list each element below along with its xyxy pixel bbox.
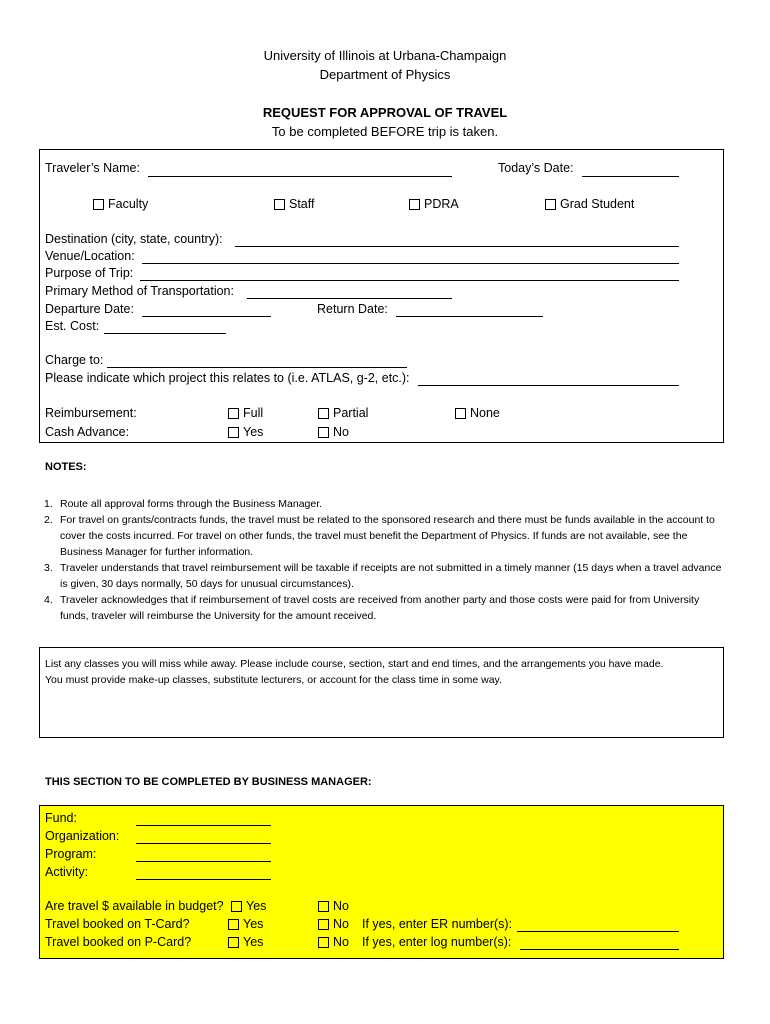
program-field[interactable] xyxy=(136,861,271,862)
grad-student-checkbox[interactable] xyxy=(545,199,556,210)
reimbursement-partial-label: Partial xyxy=(333,406,369,420)
faculty-checkbox[interactable] xyxy=(93,199,104,210)
note-number: 1. xyxy=(44,498,53,510)
program-label: Program: xyxy=(45,847,97,861)
activity-field[interactable] xyxy=(136,879,271,880)
note-item xyxy=(44,560,724,592)
return-date-label: Return Date: xyxy=(317,302,388,316)
tcard-yes-label: Yes xyxy=(243,917,264,931)
pcard-label: Travel booked on P-Card? xyxy=(45,935,192,949)
er-number-field[interactable] xyxy=(517,931,679,932)
purpose-field[interactable] xyxy=(140,280,679,281)
budget-yes-label: Yes xyxy=(246,899,267,913)
destination-field[interactable] xyxy=(235,246,679,247)
missed-classes-instruction-2: You must provide make-up classes, substitute lecturers, or account for the class time in some way. xyxy=(45,674,502,686)
note-item xyxy=(44,512,724,560)
note-text: Route all approval forms through the Business Manager. xyxy=(60,498,323,510)
est-cost-field[interactable] xyxy=(104,333,226,334)
reimbursement-partial-checkbox[interactable] xyxy=(318,408,329,419)
budget-label: Are travel $ available in budget? xyxy=(45,899,224,913)
note-item xyxy=(44,496,724,512)
activity-label: Activity: xyxy=(45,865,89,879)
fund-label: Fund: xyxy=(45,811,77,825)
university-name: University of Illinois at Urbana-Champaign xyxy=(263,48,507,63)
fund-field[interactable] xyxy=(136,825,271,826)
note-item xyxy=(44,592,724,624)
charge-to-label: Charge to: xyxy=(45,353,104,367)
budget-no-label: No xyxy=(333,899,349,913)
grad-student-label: Grad Student xyxy=(560,197,635,211)
pcard-yes-label: Yes xyxy=(243,935,264,949)
destination-label: Destination (city, state, country): xyxy=(45,232,223,246)
departure-date-field[interactable] xyxy=(142,316,271,317)
er-number-label: If yes, enter ER number(s): xyxy=(362,917,513,931)
log-number-label: If yes, enter log number(s): xyxy=(362,935,512,949)
pdra-checkbox[interactable] xyxy=(409,199,420,210)
cash-advance-no-checkbox[interactable] xyxy=(318,427,329,438)
form-title: REQUEST FOR APPROVAL OF TRAVEL xyxy=(262,105,508,120)
note-number: 4. xyxy=(44,594,53,606)
form-subtitle: To be completed BEFORE trip is taken. xyxy=(271,124,499,139)
pcard-no-label: No xyxy=(333,935,349,949)
organization-label: Organization: xyxy=(45,829,120,843)
note-number: 3. xyxy=(44,562,53,574)
project-field[interactable] xyxy=(418,385,679,386)
est-cost-label: Est. Cost: xyxy=(45,319,100,333)
pcard-yes-checkbox[interactable] xyxy=(228,937,239,948)
reimbursement-full-label: Full xyxy=(243,406,264,420)
tcard-no-label: No xyxy=(333,917,349,931)
notes-title: NOTES: xyxy=(45,461,87,473)
staff-label: Staff xyxy=(289,197,315,211)
return-date-field[interactable] xyxy=(396,316,543,317)
venue-label: Venue/Location: xyxy=(45,249,135,263)
tcard-yes-checkbox[interactable] xyxy=(228,919,239,930)
note-text: Traveler acknowledges that if reimbursement of travel costs are received from another party and those costs were paid for from University funds, traveler will reimburse the University for the amount received. xyxy=(60,594,700,622)
charge-to-field[interactable] xyxy=(107,367,407,368)
faculty-label: Faculty xyxy=(108,197,149,211)
cash-advance-yes-checkbox[interactable] xyxy=(228,427,239,438)
reimbursement-label: Reimbursement: xyxy=(45,406,137,420)
purpose-label: Purpose of Trip: xyxy=(45,266,134,280)
missed-classes-instruction-1: List any classes you will miss while away. Please include course, section, start and end times, and the arrangements you have made. xyxy=(45,658,664,670)
log-number-field[interactable] xyxy=(520,949,679,950)
transport-field[interactable] xyxy=(247,298,452,299)
tcard-no-checkbox[interactable] xyxy=(318,919,329,930)
todays-date-label: Today’s Date: xyxy=(498,161,574,175)
reimbursement-none-checkbox[interactable] xyxy=(455,408,466,419)
note-text: For travel on grants/contracts funds, the travel must be related to the sponsored research and there must be funds available in the account to cover the costs incurred. For travel on other funds, the travel must benefit the Department of Physics. If funds are not available, see the Business Manager for further information. xyxy=(60,514,715,558)
business-manager-title: THIS SECTION TO BE COMPLETED BY BUSINESS MANAGER: xyxy=(45,776,372,788)
note-text: Traveler understands that travel reimbursement will be taxable if receipts are not submitted in a timely manner (15 days when a travel advance is given, 30 days normally, 50 days for unusual circumstances). xyxy=(60,562,722,590)
pcard-no-checkbox[interactable] xyxy=(318,937,329,948)
travelers-name-field[interactable] xyxy=(148,176,452,177)
transport-label: Primary Method of Transportation: xyxy=(45,284,234,298)
organization-field[interactable] xyxy=(136,843,271,844)
budget-no-checkbox[interactable] xyxy=(318,901,329,912)
department-name: Department of Physics xyxy=(319,67,451,82)
note-number: 2. xyxy=(44,514,53,526)
departure-date-label: Departure Date: xyxy=(45,302,134,316)
todays-date-field[interactable] xyxy=(582,176,679,177)
pdra-label: PDRA xyxy=(424,197,459,211)
travelers-name-label: Traveler’s Name: xyxy=(45,161,140,175)
staff-checkbox[interactable] xyxy=(274,199,285,210)
reimbursement-none-label: None xyxy=(470,406,500,420)
budget-yes-checkbox[interactable] xyxy=(231,901,242,912)
cash-advance-label: Cash Advance: xyxy=(45,425,130,439)
tcard-label: Travel booked on T-Card? xyxy=(45,917,190,931)
reimbursement-full-checkbox[interactable] xyxy=(228,408,239,419)
cash-advance-no-label: No xyxy=(333,425,349,439)
project-label: Please indicate which project this relates to (i.e. ATLAS, g-2, etc.): xyxy=(45,371,410,385)
venue-field[interactable] xyxy=(142,263,679,264)
cash-advance-yes-label: Yes xyxy=(243,425,264,439)
notes-list xyxy=(44,496,724,624)
